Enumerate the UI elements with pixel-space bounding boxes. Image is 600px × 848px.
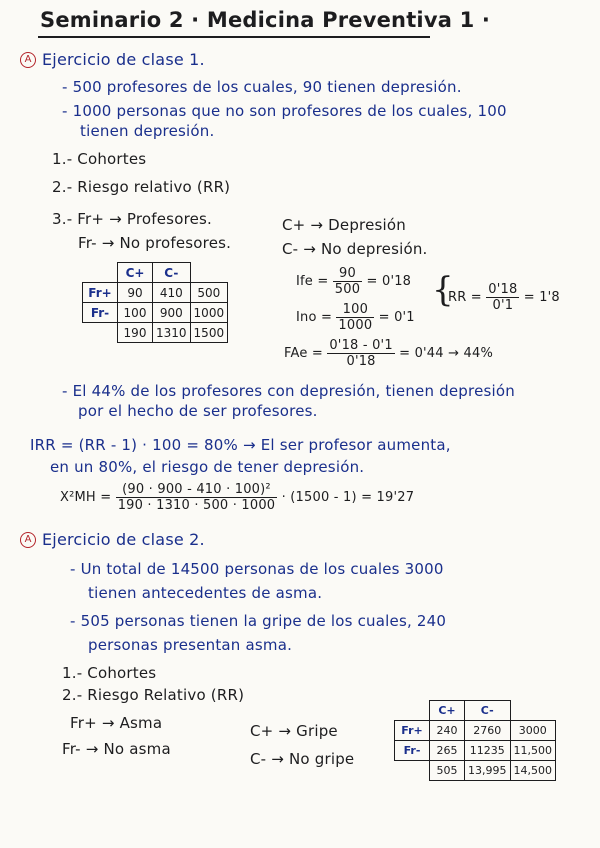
ino-formula	[296, 302, 415, 333]
title-underline	[38, 36, 430, 38]
rr-numerator: 0'18	[488, 282, 518, 297]
table-cell: 1310	[153, 323, 191, 343]
chi-label: X²MH =	[60, 490, 112, 505]
ex2-case-minus: C- → No gripe	[250, 750, 355, 768]
fae-formula	[284, 338, 493, 369]
ex1-item-1: 1.- Cohortes	[52, 150, 147, 168]
ino-numerator: 100	[336, 302, 374, 318]
ex1-statement-2-cont: tienen depresión.	[80, 122, 215, 140]
page-title: Seminario 2 · Medicina Preventiva 1 ·	[40, 8, 491, 32]
ino-label: Ino =	[296, 310, 333, 325]
table-cell: 14,500	[510, 761, 556, 781]
ex2-row-label: Fr-	[395, 741, 430, 761]
rr-result: = 1'8	[523, 290, 560, 305]
ex1-item-3-case-minus: C- → No depresión.	[282, 240, 428, 258]
irr-line-1: IRR = (RR - 1) · 100 = 80% → El ser profesor aumenta,	[30, 436, 451, 454]
exercise-marker-icon: A	[20, 532, 36, 548]
rr-label: RR =	[448, 290, 482, 305]
ife-label: Ife =	[296, 274, 329, 289]
ex1-row-label: Fr+	[83, 283, 118, 303]
ex2-contingency-table	[394, 700, 556, 781]
table-cell: 410	[153, 283, 191, 303]
table-cell: 500	[190, 283, 228, 303]
fae-label: FAe =	[284, 346, 323, 361]
table-cell: 265	[430, 741, 465, 761]
ex2-statement-1-cont: tienen antecedentes de asma.	[88, 584, 323, 602]
chi-numerator: (90 · 900 - 410 · 100)²	[116, 482, 278, 498]
ex1-item-3-factor-minus: Fr- → No profesores.	[78, 234, 232, 252]
table-cell: 1000	[190, 303, 228, 323]
ex2-col-header	[510, 701, 556, 721]
ex1-item-3-case-plus: C+ → Depresión	[282, 216, 406, 234]
chi-result: · (1500 - 1) = 19'27	[281, 490, 415, 505]
ex1-item-2: 2.- Riesgo relativo (RR)	[52, 178, 231, 196]
table-cell: 90	[118, 283, 153, 303]
fae-denominator: 0'18	[346, 354, 376, 369]
ife-denominator: 500	[334, 282, 361, 297]
ife-numerator: 90	[333, 266, 362, 282]
ex2-factor-minus: Fr- → No asma	[62, 740, 171, 758]
table-cell: 13,995	[465, 761, 511, 781]
ife-formula	[296, 266, 411, 297]
ex1-statement-1: - 500 profesores de los cuales, 90 tienen depresión.	[62, 78, 462, 96]
ex1-col-header: C-	[153, 263, 191, 283]
ex2-col-header: C+	[430, 701, 465, 721]
table-cell: 190	[118, 323, 153, 343]
ex2-statement-1: - Un total de 14500 personas de los cuales 3000	[70, 560, 444, 578]
ino-result: = 0'1	[378, 310, 415, 325]
ex1-item-3-factor-plus: 3.- Fr+ → Profesores.	[52, 210, 213, 228]
ex1-row-label	[83, 323, 118, 343]
ife-result: = 0'18	[366, 274, 412, 289]
ex2-statement-2-cont: personas presentan asma.	[88, 636, 293, 654]
table-cell: 900	[153, 303, 191, 323]
ex2-item-2: 2.- Riesgo Relativo (RR)	[62, 686, 245, 704]
brace-icon: {	[432, 270, 454, 310]
chi-square-formula	[60, 482, 414, 513]
table-cell: 505	[430, 761, 465, 781]
ex2-statement-2: - 505 personas tienen la gripe de los cuales, 240	[70, 612, 447, 630]
irr-line-2: en un 80%, el riesgo de tener depresión.	[50, 458, 365, 476]
table-cell: 11235	[465, 741, 511, 761]
table-cell: 3000	[510, 721, 556, 741]
fae-numerator: 0'18 - 0'1	[329, 338, 393, 353]
ex1-row-label: Fr-	[83, 303, 118, 323]
ex2-item-1: 1.- Cohortes	[62, 664, 157, 682]
rr-formula	[448, 282, 560, 313]
ex2-col-header: C-	[465, 701, 511, 721]
ex1-statement-2: - 1000 personas que no son profesores de los cuales, 100	[62, 102, 507, 120]
ex1-col-header: C+	[118, 263, 153, 283]
exercise-2-heading: Ejercicio de clase 2.	[42, 530, 205, 549]
exercise-1-heading: Ejercicio de clase 1.	[42, 50, 205, 69]
ex1-conclusion-1: - El 44% de los profesores con depresión, tienen depresión	[62, 382, 515, 400]
exercise-marker-icon: A	[20, 52, 36, 68]
ino-denominator: 1000	[338, 318, 373, 333]
fae-result: = 0'44 → 44%	[399, 346, 494, 361]
table-cell: 1500	[190, 323, 228, 343]
chi-denominator: 190 · 1310 · 500 · 1000	[117, 498, 276, 513]
table-cell: 240	[430, 721, 465, 741]
ex2-case-plus: C+ → Gripe	[250, 722, 338, 740]
ex1-conclusion-2: por el hecho de ser profesores.	[78, 402, 318, 420]
ex2-row-label	[395, 761, 430, 781]
ex2-factor-plus: Fr+ → Asma	[70, 714, 163, 732]
ex1-contingency-table	[82, 262, 228, 343]
table-cell: 100	[118, 303, 153, 323]
table-cell: 11,500	[510, 741, 556, 761]
ex2-row-label: Fr+	[395, 721, 430, 741]
table-cell: 2760	[465, 721, 511, 741]
rr-denominator: 0'1	[492, 298, 514, 313]
ex1-col-header	[190, 263, 228, 283]
